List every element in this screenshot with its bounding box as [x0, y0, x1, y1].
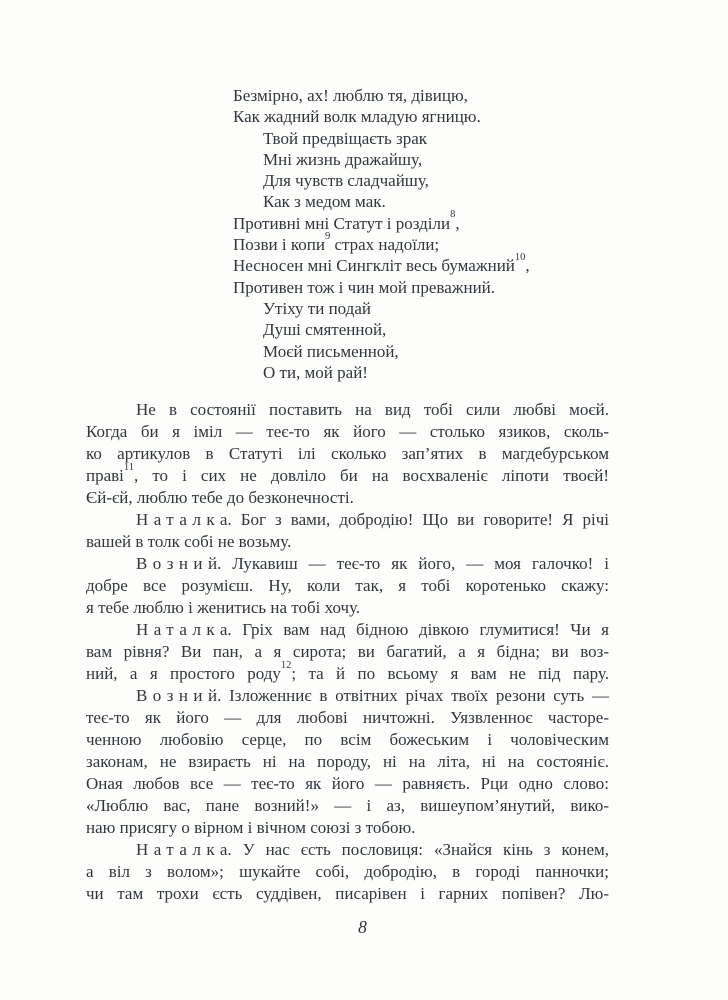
line-text: Єй-єй, люблю тебе до безконечності.: [86, 488, 354, 508]
verse-line-text: Твой предвіщаєть зрак: [263, 128, 427, 148]
line-text: я тебе люблю і женитись на тобі хочу.: [86, 598, 361, 618]
verse-line-text: Безмірно, ах! люблю тя, дівицю,: [233, 86, 468, 105]
line-text: . Ізложенниє в отвітних річах твоїх резони суть —: [217, 686, 609, 706]
line-text: . У нас єсть пословиця: «Знайся кінь з конем,: [227, 840, 609, 860]
dialogue-line: [86, 883, 609, 905]
paragraph: [86, 399, 609, 509]
footnote-ref: 11: [123, 461, 135, 473]
dialogue-line: [86, 443, 609, 465]
verse-line: [233, 209, 609, 234]
paragraph: [86, 685, 609, 839]
paragraph: [86, 553, 609, 619]
line-text: Не в состоянії поставить на вид тобі сили любві моєй.: [136, 400, 609, 420]
dialogue-line: [86, 461, 609, 487]
dialogue-line: [86, 685, 609, 707]
line-text: «Люблю вас, пане возний!» — і аз, вишеупом’янутий, вико-: [86, 796, 609, 816]
dialogue-line: [86, 399, 609, 421]
dialogue-block: [86, 399, 609, 905]
dialogue-line: [86, 619, 609, 641]
line-text: ний, а я простого роду: [86, 664, 281, 684]
verse-line: [233, 106, 609, 127]
line-text: . Лукавиш — теє-то як його, — моя галочко! і: [217, 554, 609, 574]
speaker-name: Наталка: [136, 620, 233, 640]
line-text: . Гріх вам над бідною дівкою глумитися! Чи я: [227, 620, 609, 640]
speaker-name: Наталка: [136, 840, 233, 860]
verse-line-text: страх надоїли;: [330, 235, 440, 255]
footnote-ref: 8: [450, 209, 456, 221]
line-text: ченною любовію серце, по всім божеським і чоловіческим: [86, 730, 609, 750]
dialogue-line: [86, 575, 609, 597]
footnote-ref: 10: [514, 252, 526, 263]
verse-line-text: Как з медом мак.: [263, 192, 386, 212]
verse-line-text: Мні жизнь дражайшу,: [263, 149, 423, 169]
verse-line: [233, 170, 609, 191]
verse-line-text: ,: [455, 213, 460, 233]
line-text: добре все розумієш. Ну, коли так, я тобі коротенько скажу:: [86, 576, 609, 596]
dialogue-line: [86, 659, 609, 685]
dialogue-line: [86, 773, 609, 795]
speaker-name: Наталка: [136, 510, 233, 530]
footnote-ref: 12: [280, 659, 292, 671]
verse-line-text: Утіху ти подай: [263, 298, 371, 318]
verse-line: [233, 277, 609, 298]
dialogue-line: [86, 641, 609, 663]
dialogue-line: [86, 421, 609, 443]
line-text: ; та й по всьому я вам не під пару.: [291, 664, 609, 684]
verse-line: [233, 252, 609, 276]
verse-line-text: Противні мні Статут і розділи: [233, 213, 451, 233]
verse-line-text: Как жадний волк младую ягницю.: [233, 107, 481, 127]
paragraph: [86, 619, 609, 685]
verse-line: [233, 85, 609, 106]
line-text: Когда би я іміл — теє-то як його — столько язиков, сколь-: [86, 422, 609, 442]
line-text: чи там трохи єсть суддівен, писарівен і гарних попівен? Лю-: [86, 884, 609, 904]
verse-line: [233, 230, 609, 255]
dialogue-line: [86, 839, 609, 861]
dialogue-line: [86, 487, 609, 509]
line-text: ко артикулов в Статуті ілі сколько зап’ятих в магдебурськом: [86, 444, 609, 464]
verse-line-text: Для чувств сладчайшу,: [263, 171, 429, 191]
line-text: , то і сих не довліло би на восхваленіє ліпоти твоєй!: [134, 466, 609, 486]
verse-line-text: Позви і копи: [233, 235, 325, 255]
verse-line-text: О ти, мой рай!: [263, 362, 368, 382]
verse-line: [233, 128, 609, 149]
dialogue-line: [86, 597, 609, 619]
verse-line: [233, 191, 609, 212]
line-text: вам рівня? Ви пан, а я сирота; ви багатий, а я бідна; ви воз-: [86, 642, 609, 662]
line-text: . Бог з вами, добродію! Що ви говорите! Я річі: [227, 510, 609, 530]
line-text: теє-то як його — для любові ничтожні. Уязвленноє часторе-: [86, 708, 609, 728]
line-text: вашей в толк собі не возьму.: [86, 532, 292, 552]
verse-line-text: ,: [525, 256, 530, 276]
verse-line: [233, 362, 609, 383]
dialogue-line: [86, 531, 609, 553]
text-block: [86, 85, 609, 938]
line-text: наю присягу о вірном і вічном союзі з тобою.: [86, 818, 416, 838]
dialogue-line: [86, 729, 609, 751]
verse-line: [233, 341, 609, 362]
verse-line: [233, 298, 609, 319]
paragraph: [86, 839, 609, 905]
line-text: а віл з волом»; шукайте собі, добродію, в городі панночки;: [86, 862, 609, 882]
page-number: 8: [358, 917, 367, 938]
line-text: Оная любов все — теє-то як його — равняєть. Рци одно слово:: [86, 774, 609, 794]
verse-line-text: Несносен мні Сингкліт весь бумажний: [233, 256, 515, 276]
verse-line-text: Моєй письменной,: [263, 341, 399, 361]
dialogue-line: [86, 509, 609, 531]
dialogue-line: [86, 751, 609, 773]
dialogue-line: [86, 707, 609, 729]
footnote-ref: 9: [324, 230, 331, 242]
verse-line-text: Душі смятенной,: [263, 320, 387, 340]
line-text: праві: [86, 466, 124, 486]
dialogue-line: [86, 861, 609, 883]
line-text: законам, не взираєть ні на породу, ні на літа, ні на состояніє.: [86, 752, 609, 772]
dialogue-line: [86, 817, 609, 839]
speaker-name: Возний: [136, 554, 223, 574]
verse-line: [233, 149, 609, 170]
verse-line: [233, 319, 609, 340]
verse-line-text: Противен тож і чин мой преважний.: [233, 277, 496, 297]
dialogue-line: [86, 795, 609, 817]
speaker-name: Возний: [136, 686, 223, 706]
verse-block: [86, 85, 609, 383]
paragraph: [86, 509, 609, 553]
dialogue-line: [86, 553, 609, 575]
